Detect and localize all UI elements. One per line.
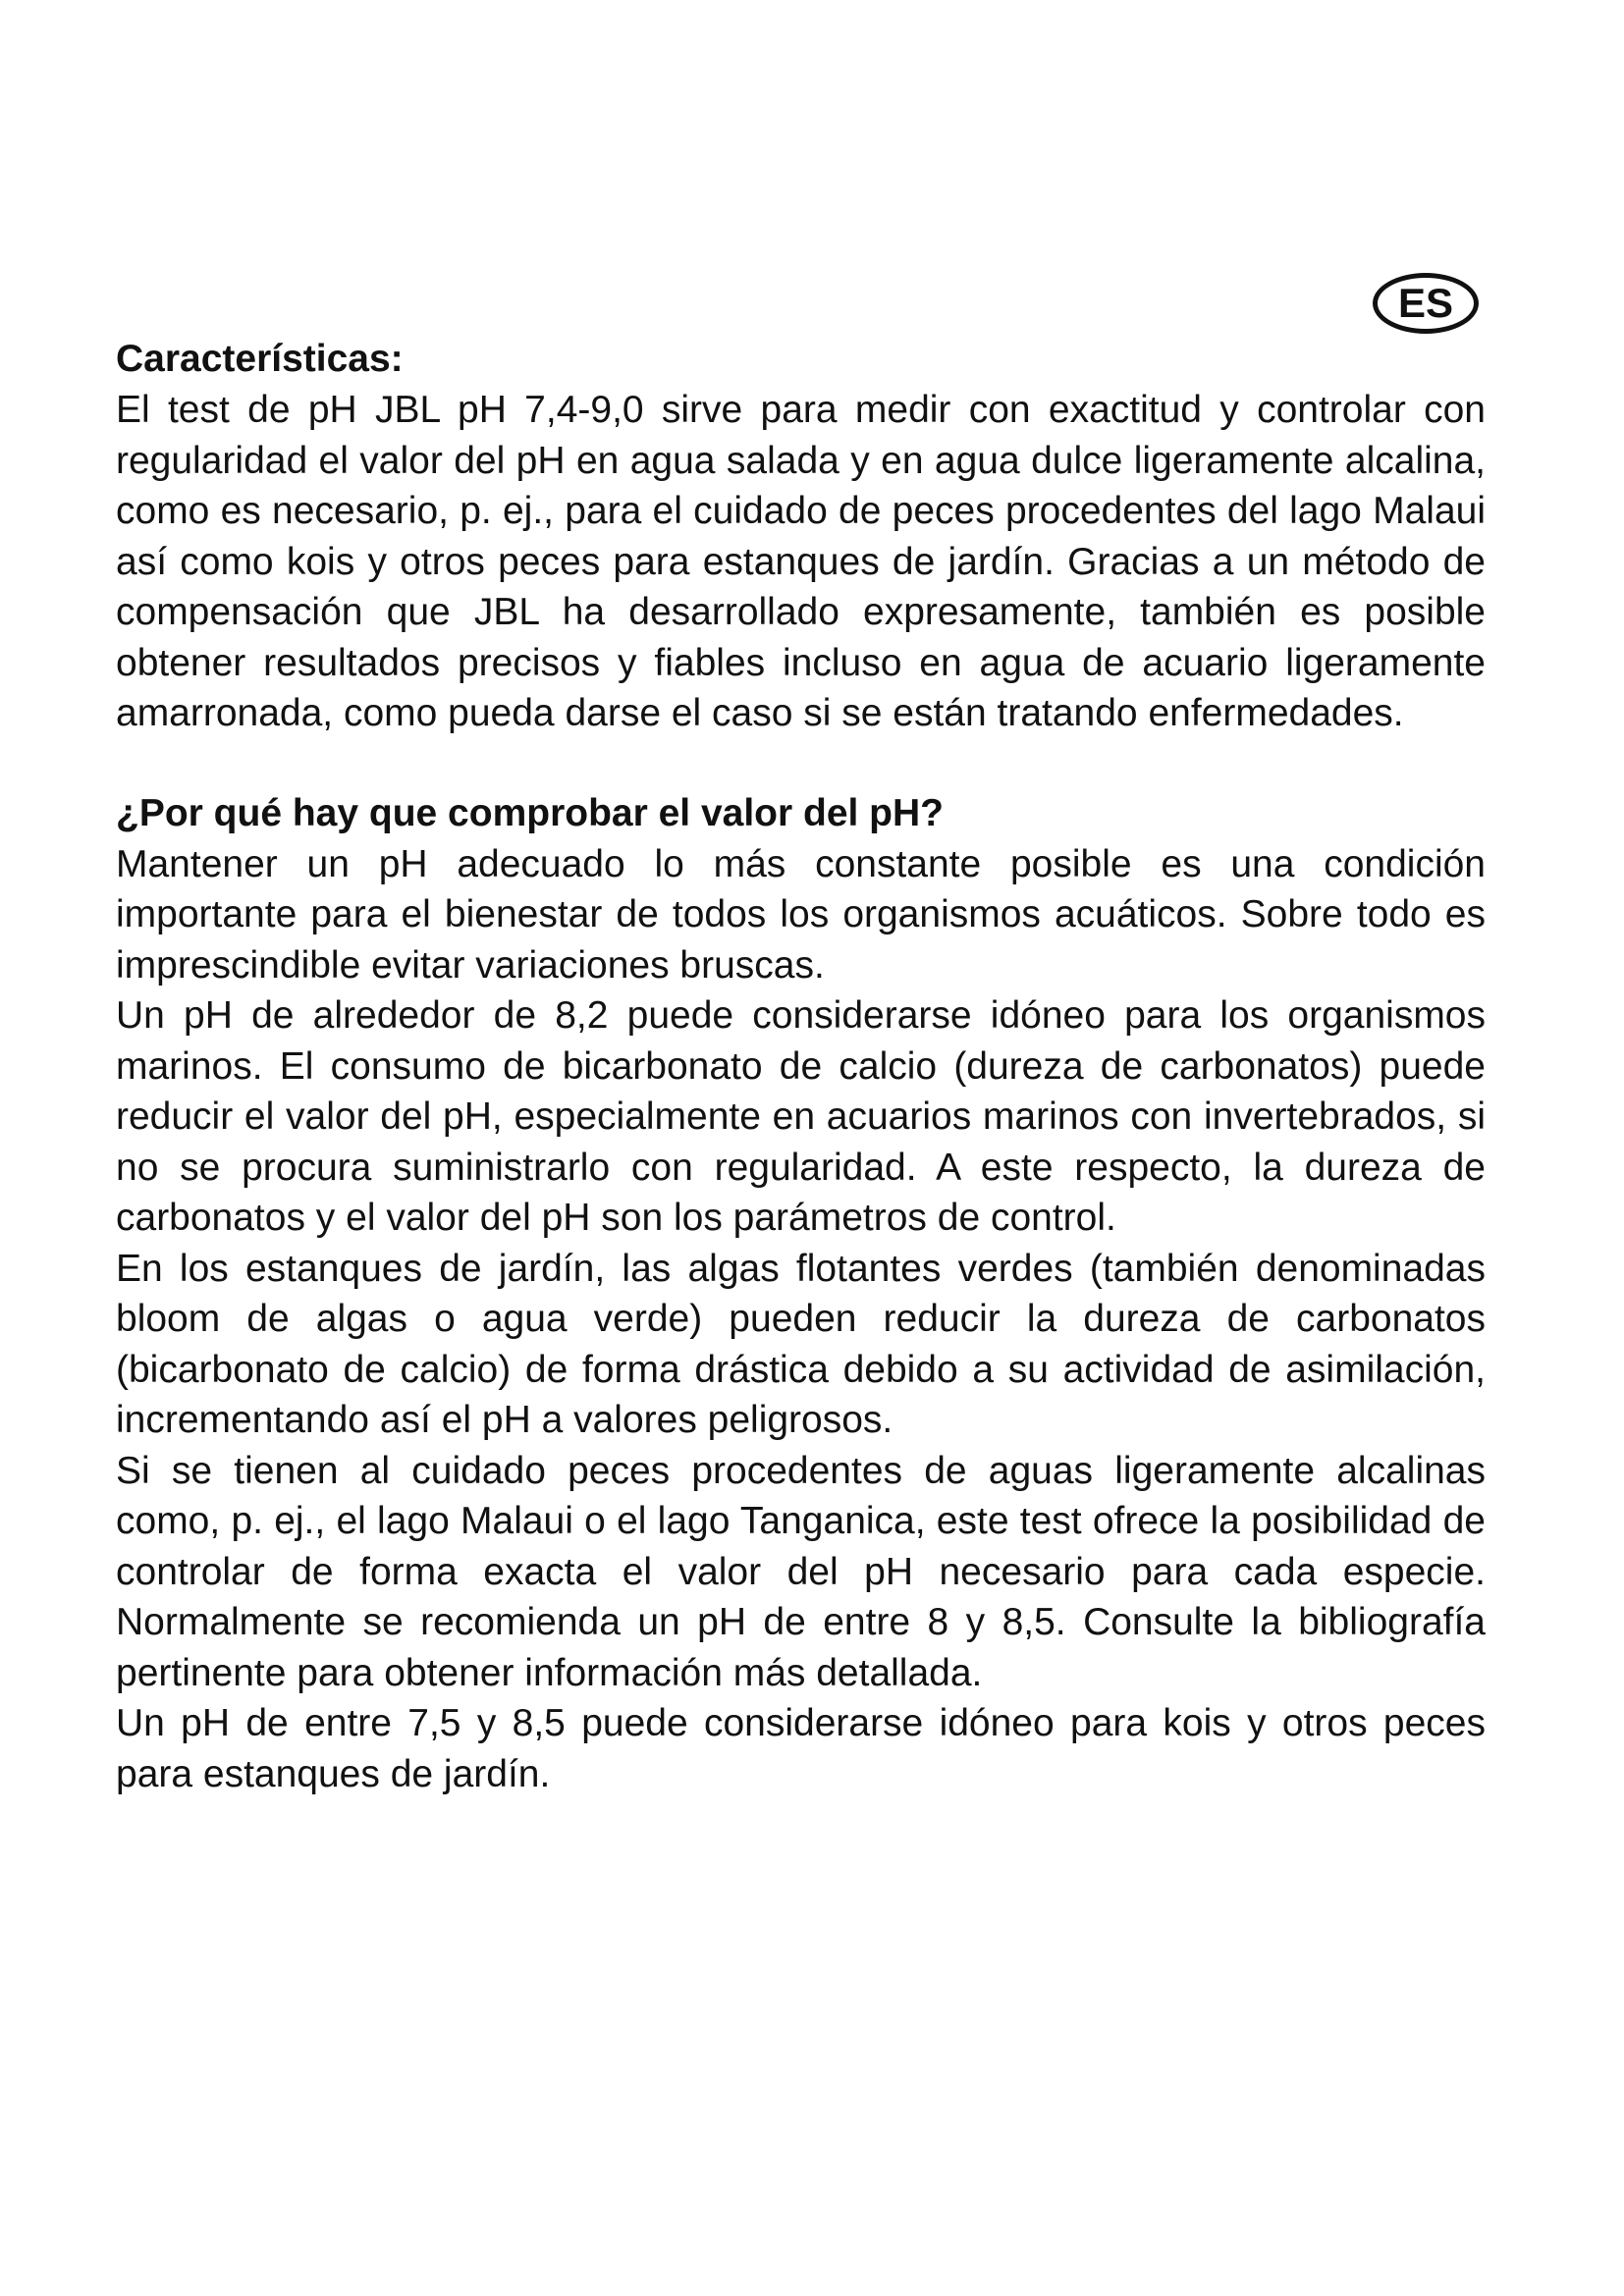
section-heading: ¿Por qué hay que comprobar el valor del pH? [116,791,944,834]
paragraph: Mantener un pH adecuado lo más constante posible es una condición importante para el bienestar de todos los organismos acuáticos. Sobre todo es imprescindible evitar variaciones bruscas. [116,842,1486,987]
paragraph: Un pH de entre 7,5 y 8,5 puede considerarse idóneo para kois y otros peces para estanques de jardín. [116,1702,1486,1795]
paragraph: Si se tienen al cuidado peces procedentes de aguas ligeramente alcalinas como, p. ej., el lago Malaui o el lago Tanganica, este test ofrece la posibilidad de controlar de forma exacta el valor del pH necesario para cada especie. Normalmente se recomienda un pH de entre 8 y 8,5. Consulte la bibliografía pertinente para obtener información más detallada. [116,1449,1486,1694]
paragraph: En los estanques de jardín, las algas flotantes verdes (también denominadas bloom de algas o agua verde) pueden reducir la dureza de carbonatos (bicarbonato de calcio) de forma drástica debido a su actividad de asimilación, incrementando así el pH a valores peligrosos. [116,1247,1486,1441]
section-heading: Características: [116,338,404,380]
language-badge-label: ES [1397,280,1454,326]
paragraph: Un pH de alrededor de 8,2 puede considerarse idóneo para los organismos marinos. El consumo de bicarbonato de calcio (dureza de carbonatos) puede reducir el valor del pH, especialmente en acuarios marinos con invertebrados, si no se procura suministrarlo con regularidad. A este respecto, la dureza de carbonatos y el valor del pH son los parámetros de control. [116,994,1486,1239]
section-caracteristicas [116,334,1486,739]
language-badge-es [1373,273,1479,334]
paragraph: El test de pH JBL pH 7,4-9,0 sirve para medir con exactitud y controlar con regularidad el valor del pH en agua salada y en agua dulce ligeramente alcalina, como es necesario, p. ej., para el cuidado de peces procedentes del lago Malaui así como kois y otros peces para estanques de jardín. Gracias a un método de compensación que JBL ha desarrollado expresamente, también es posible obtener resultados precisos y fiables incluso en agua de acuario ligeramente amarronada, como pueda darse el caso si se están tratando enfermedades. [116,389,1486,734]
section-por-que-comprobar-ph [116,788,1486,1800]
document-body [116,334,1486,1799]
